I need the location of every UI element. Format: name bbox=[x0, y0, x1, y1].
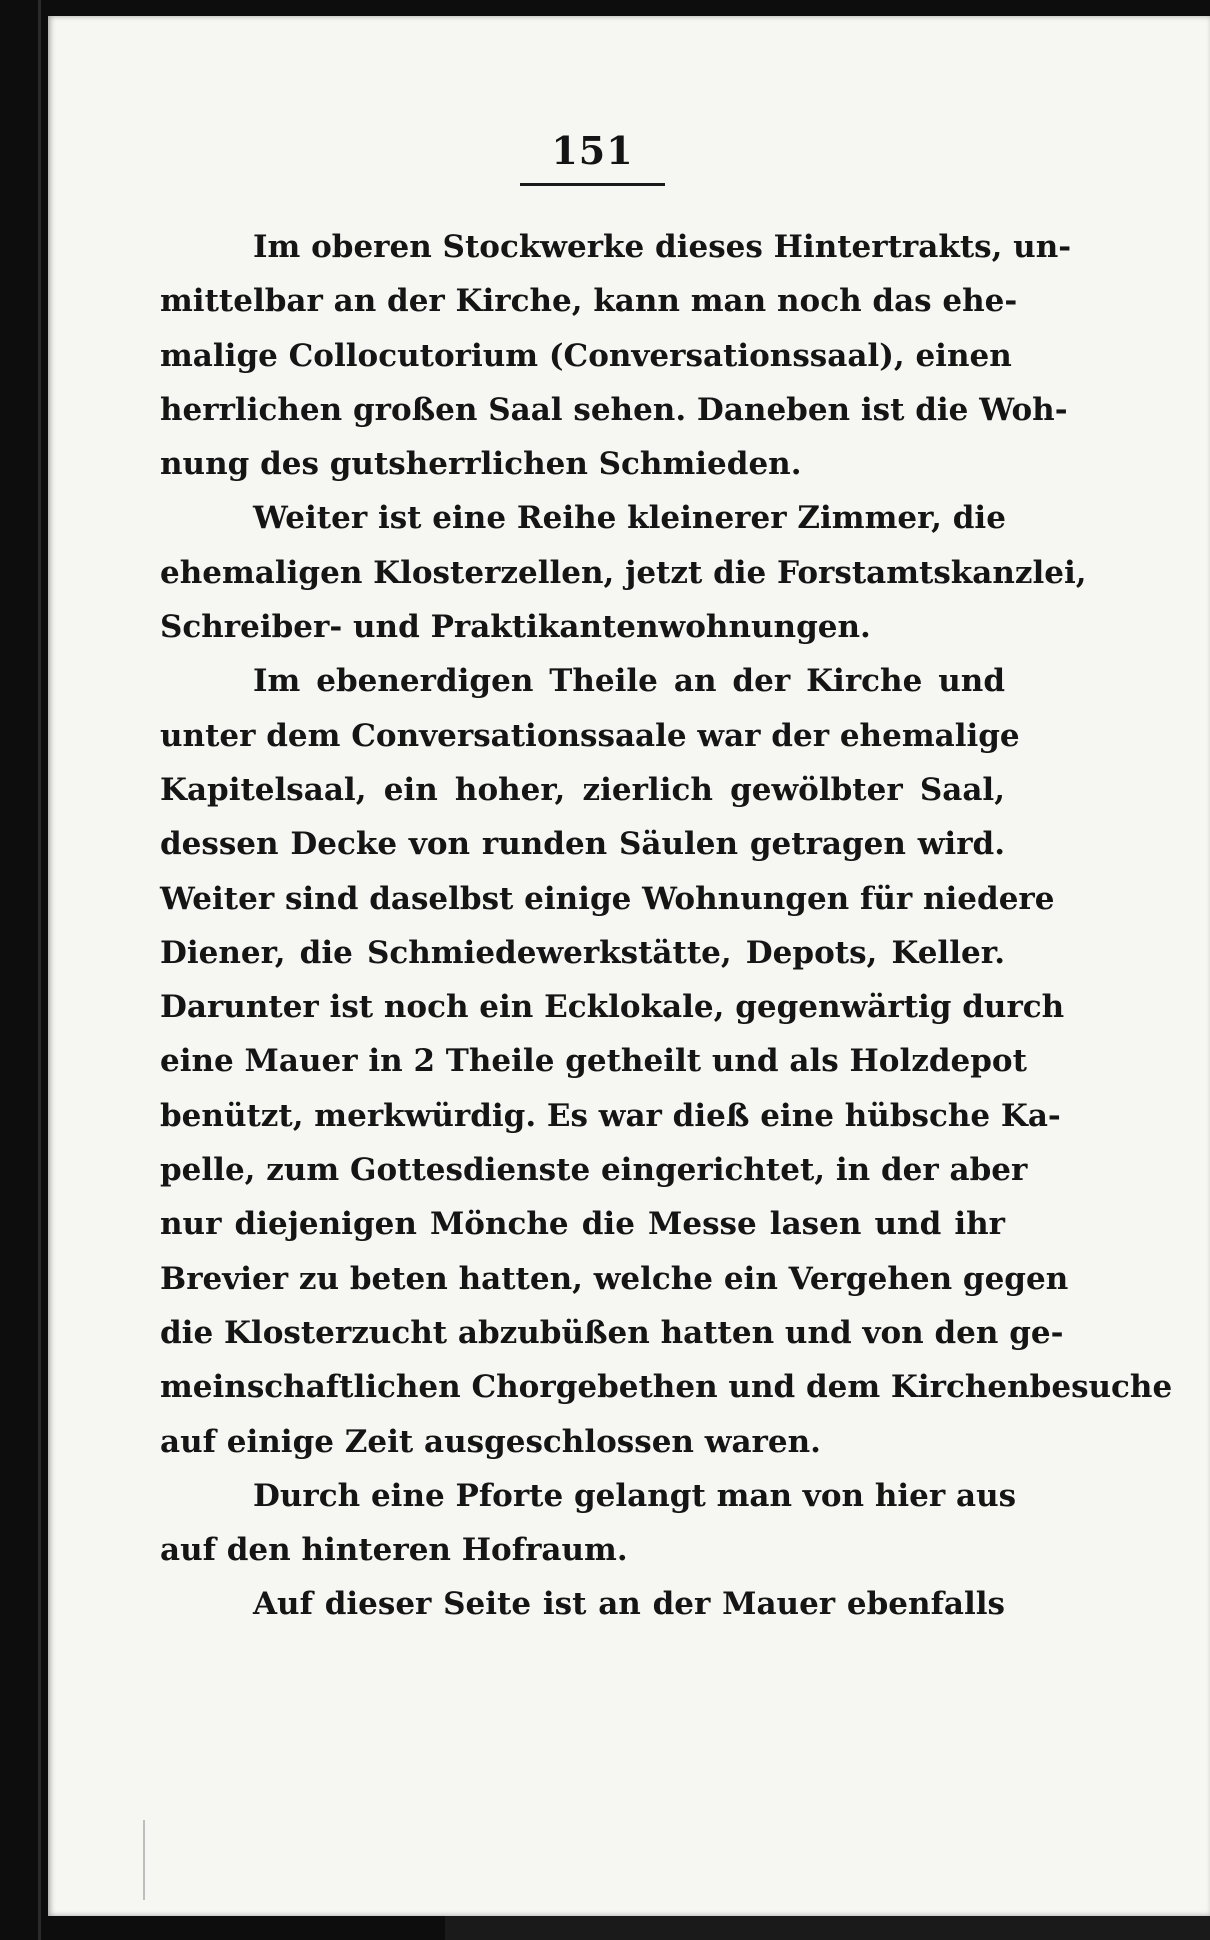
page-number: 151 bbox=[551, 128, 634, 173]
scan-border bbox=[445, 1916, 1210, 1940]
text-line: ehemaligen Klosterzellen, jetzt die Forstamtskanzlei, bbox=[160, 554, 1087, 591]
scan-mark bbox=[143, 1820, 145, 1900]
text-line: nur diejenigen Mönche die Messe lasen und ihr bbox=[160, 1206, 1005, 1243]
text-line: malige Collocutorium (Conversationssaal), einen bbox=[160, 337, 1012, 374]
text-line: Durch eine Pforte gelangt man von hier aus bbox=[253, 1477, 1017, 1514]
text-line: meinschaftlichen Chorgebethen und dem Kirchenbesuche bbox=[160, 1369, 1173, 1406]
text-line: mittelbar an der Kirche, kann man noch das ehe- bbox=[160, 283, 1018, 320]
text-line: Kapitelsaal, ein hoher, zierlich gewölbter Saal, bbox=[160, 771, 1005, 808]
text-line: Im oberen Stockwerke dieses Hintertrakts, un- bbox=[253, 229, 1072, 265]
text-line: dessen Decke von runden Säulen getragen wird. bbox=[160, 826, 1005, 863]
text-line: unter dem Conversationssaale war der ehemalige bbox=[160, 717, 1020, 754]
text-line: Brevier zu beten hatten, welche ein Vergehen gegen bbox=[160, 1260, 1069, 1297]
text-line: Darunter ist noch ein Ecklokale, gegenwärtig durch bbox=[160, 989, 1065, 1026]
text-line: die Klosterzucht abzubüßen hatten und von den ge- bbox=[160, 1314, 1064, 1351]
text-line: auf einige Zeit ausgeschlossen waren. bbox=[160, 1423, 821, 1460]
text-line: nung des gutsherrlichen Schmieden. bbox=[160, 446, 802, 483]
text-line: auf den hinteren Hofraum. bbox=[160, 1532, 628, 1569]
text-line: Diener, die Schmiedewerkstätte, Depots, Keller. bbox=[160, 934, 1005, 971]
text-line: Auf dieser Seite ist an der Mauer ebenfalls bbox=[253, 1586, 1005, 1623]
page-number-rule bbox=[520, 183, 665, 186]
binding-edge bbox=[38, 0, 41, 1940]
body-text bbox=[160, 220, 1173, 1632]
text-line: Schreiber- und Praktikantenwohnungen. bbox=[160, 609, 871, 646]
text-line: Weiter sind daselbst einige Wohnungen für niedere bbox=[160, 880, 1055, 917]
text-line: Im ebenerdigen Theile an der Kirche und bbox=[253, 663, 1005, 700]
text-line: benützt, merkwürdig. Es war dieß eine hübsche Ka- bbox=[160, 1097, 1061, 1134]
text-line: eine Mauer in 2 Theile getheilt und als Holzdepot bbox=[160, 1043, 1027, 1080]
text-line: herrlichen großen Saal sehen. Daneben ist die Woh- bbox=[160, 391, 1068, 428]
text-line: pelle, zum Gottesdienste eingerichtet, in der aber bbox=[160, 1152, 1028, 1189]
text-line: Weiter ist eine Reihe kleinerer Zimmer, die bbox=[253, 500, 1006, 537]
